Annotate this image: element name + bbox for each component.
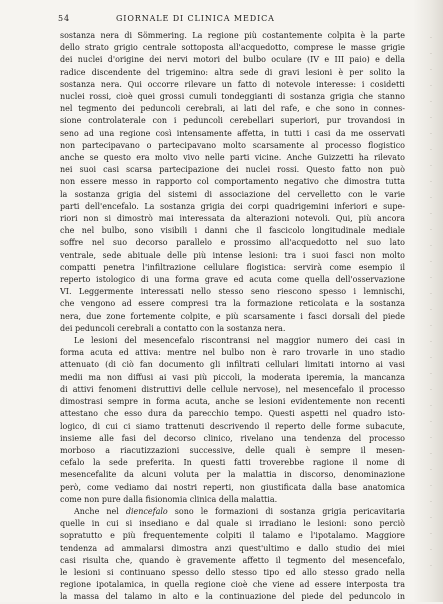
- paragraph: [60, 506, 405, 604]
- text-line: che vengono ad essere compresi tra la formazione reticolata e la sostanza: [60, 299, 405, 309]
- text-line: riori non si dimostrò mai interessata da alterazioni notevoli. Qui, più ancora: [60, 214, 405, 224]
- text-line: la sostanza grigia del sistemi di associazione del cervelletto con le varie: [60, 189, 405, 199]
- text-line: nera, due zone fortemente colpite, e più scarsamente i fasci dorsali del piede: [60, 311, 405, 321]
- text-line: sostanza nera di Sömmering. La regione più costantemente colpita è la parte: [60, 31, 405, 40]
- text-line: non partecipavano o partecipavano molto scarsamente al processo flogistico: [60, 140, 405, 150]
- text-line: nei suoi casi scarsa partecipazione dei nuclei rossi. Questo fatto non può: [60, 165, 405, 175]
- text-line: seno ad una regione così intensamente affetta, in tutti i casi da me osservati: [60, 128, 405, 138]
- text-line: cefalo la sede preferita. In questi fatti troverebbe ragione il nome di: [60, 458, 405, 468]
- running-header: [58, 14, 403, 26]
- text-line: regione ipotalamica, in quella regione cioè che viene ad essere interposta tra: [60, 580, 405, 590]
- text-line: reperto istologico di una forma grave ed acuta come quella dell'osservazione: [60, 275, 405, 285]
- text-line: come non pure dalla fisionomia clinica della malattia.: [60, 494, 278, 504]
- text-line: VI. Leggermente interessati nello stesso seno riescono spesso i lemnischi,: [60, 287, 405, 297]
- body-text: [60, 30, 405, 604]
- text-line: radice discendente del trigemino: altra sede di gravi lesioni è per solito la: [60, 67, 405, 77]
- text-line: quelle in cui si insediano e dal quale si irradiano le lesioni: sono perciò: [60, 519, 405, 529]
- text-line: compatti penetra l'infiltrazione cellulare flogistica: servirà come esempio il: [60, 262, 405, 272]
- text-line: ventrale, sede abituale delle più intense lesioni: tra i suoi fasci non molto: [60, 250, 405, 260]
- paragraph: [60, 30, 405, 335]
- page-number: 54: [58, 14, 70, 23]
- text-line: sione controlaterale con i peduncoli cerebellari superiori, pur trovandosi in: [60, 116, 405, 126]
- text-line: anche se questo era molto vivo nelle parti vicine. Anche Guizzetti ha rilevato: [60, 153, 405, 163]
- text-line: sopratutto e più frequentemente colpiti il talamo e l'ipotalamo. Maggiore: [60, 531, 405, 541]
- text-line: soffre nel suo decorso parallelo e prossimo all'acquedotto nel suo lato: [60, 238, 405, 248]
- text-line: la massa del talamo in alto e la continuazione del piede del peduncolo in: [60, 592, 405, 602]
- text-line: dei nuclei d'origine dei nervi motori del bulbo oculare (IV e III paio) e della: [60, 55, 405, 65]
- text-line: dello strato grigio centrale sottoposta all'acquedotto, comprese le masse grigie: [60, 43, 405, 53]
- text-line: nel tegmento dei peduncoli cerebrali, ai lati del rafe, e che sono in connes-: [60, 104, 405, 114]
- text-line: tendenza ad ammalarsi dimostra anzi quest'ultimo e dallo studio dei miei: [60, 543, 405, 553]
- text-line: che nel bulbo, sono visibili i danni che il fascicolo longitudinale mediale: [60, 226, 405, 236]
- text-line: attestano che esso dura da parecchio tempo. Questi aspetti nel quadro isto-: [60, 409, 405, 419]
- text-line: attenuato (di ciò fan documento gli infiltrati cellulari limitati intorno ai vasi: [60, 360, 405, 370]
- text-line: nuclei rossi, cioè quei grossi cumuli tondeggianti di sostanza grigia che stanno: [60, 92, 405, 102]
- text-line: Anche nel diencefalo sono le formazioni di sostanza grigia pericavitaria: [74, 506, 405, 516]
- journal-title: GIORNALE DI CLINICA MEDICA: [116, 14, 275, 23]
- text-line: dimostrasi sempre in forma acuta, anche se lesioni evidentemente non recenti: [60, 397, 405, 407]
- text-line: parti dell'encefalo. La sostanza grigia dei corpi quadrigemini inferiori e supe-: [60, 201, 405, 211]
- text-line: le lesioni si continuano spesso dello stesso tipo ed allo stesso grado nella: [60, 567, 405, 577]
- text-line: sostanza nera. Qui occorre rilevare un fatto di notevole interesse: i cosidetti: [60, 79, 405, 89]
- text-line: non essere messo in rapporto col comportamento negativo che dimostra tutta: [60, 177, 405, 187]
- text-line: Le lesioni del mesencefalo riscontransi nel maggior numero dei casi in: [74, 336, 405, 346]
- text-line: mesencefalite da alcuni voluta per la malattia in discorso, denominazione: [60, 470, 405, 480]
- text-line: logico, di cui ci siamo trattenuti descrivendo il reperto delle forme subacute,: [60, 421, 405, 431]
- text-line: dei peduncoli cerebrali a contatto con la sostanza nera.: [60, 323, 286, 333]
- facing-page-bleed-marks: · · · · · · · · · · · · · · · · · · · · · · · · · · · · · · · · · ·: [429, 34, 433, 570]
- text-line: però, come vediamo dai nostri reperti, non giustificata dalla base anatomica: [60, 482, 405, 492]
- text-line: di attivi fenomeni distruttivi delle cellule nervose), nel mesencefalo il processo: [60, 384, 405, 394]
- text-line: forma acuta ed attiva: mentre nel bulbo non è raro trovarle in uno stadio: [60, 348, 405, 358]
- paragraph: [60, 335, 405, 506]
- facing-page-edge: [413, 0, 443, 602]
- text-line: insieme alle fasi del decorso clinico, rivelano una tendenza del processo: [60, 433, 405, 443]
- text-line: morboso a riacutizzazioni successive, delle quali è sempre il mesen-: [60, 445, 405, 455]
- text-line: medii ma non diffusi ai vasi più piccoli, la moderata iperemia, la mancanza: [60, 372, 405, 382]
- text-line: casi risulta che, quando è gravemente affetto il tegmento del mesencefalo,: [60, 555, 405, 565]
